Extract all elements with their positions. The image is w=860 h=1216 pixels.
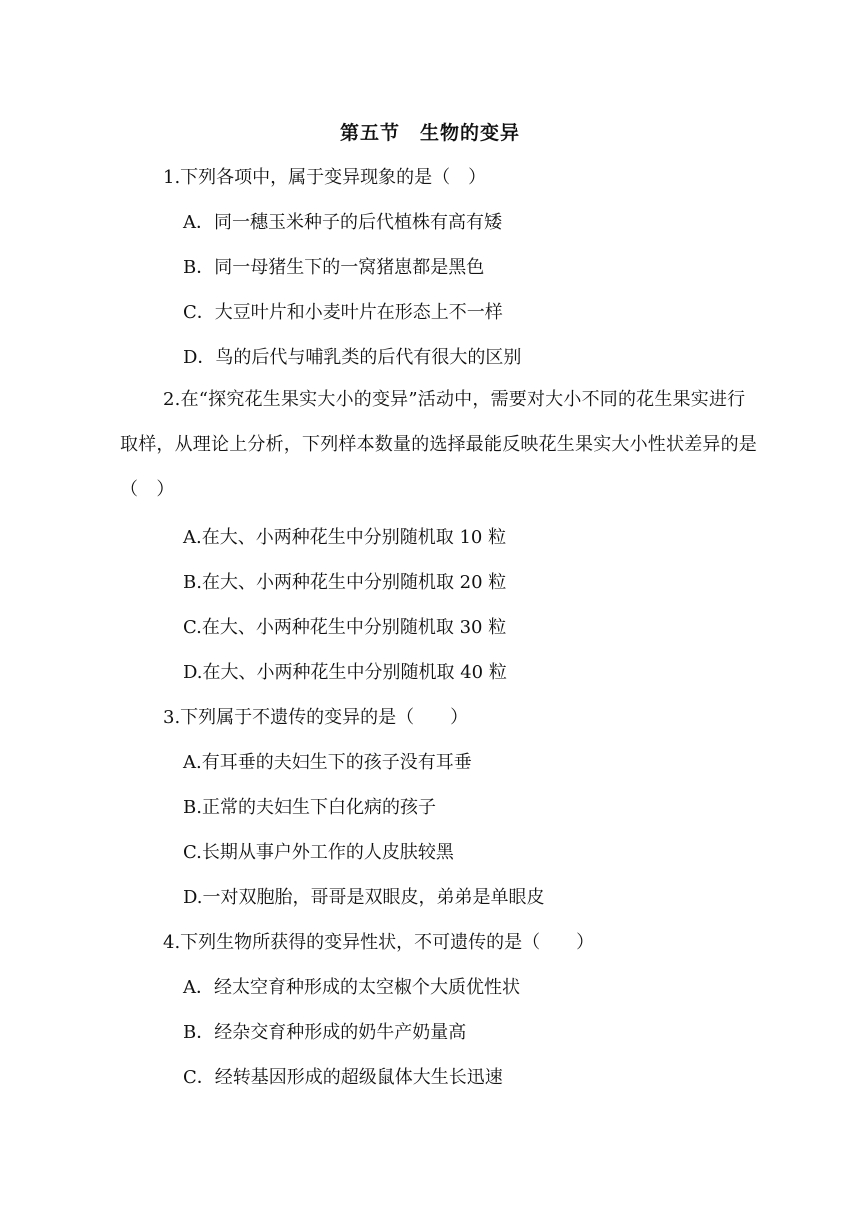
question-3-option-b: B.正常的夫妇生下白化病的孩子 [183,797,436,818]
question-1-option-d: D．鸟的后代与哺乳类的后代有很大的区别 [183,347,522,368]
question-2-option-d: D.在大、小两种花生中分别随机取 40 粒 [183,662,507,683]
question-3-option-d: D.一对双胞胎，哥哥是双眼皮，弟弟是单眼皮 [183,887,545,908]
question-2-option-c: C.在大、小两种花生中分别随机取 30 粒 [183,617,507,638]
question-1-stem: 1.下列各项中，属于变异现象的是（ ） [163,167,487,188]
question-1-option-b: B．同一母猪生下的一窝猪崽都是黑色 [183,257,485,278]
question-1-option-a: A．同一穗玉米种子的后代植株有高有矮 [183,212,502,233]
section-title: 第五节 生物的变异 [339,122,520,144]
question-4-stem: 4.下列生物所获得的变异性状，不可遗传的是（ ） [163,932,595,953]
question-3-option-a: A.有耳垂的夫妇生下的孩子没有耳垂 [183,752,472,773]
question-2-option-a: A.在大、小两种花生中分别随机取 10 粒 [183,527,507,548]
question-2-option-b: B.在大、小两种花生中分别随机取 20 粒 [183,572,507,593]
question-1-option-c: C．大豆叶片和小麦叶片在形态上不一样 [183,302,503,323]
question-4-option-c: C．经转基因形成的超级鼠体大生长迅速 [183,1067,503,1088]
question-3-stem: 3.下列属于不遗传的变异的是（ ） [163,707,469,728]
question-4-option-a: A．经太空育种形成的太空椒个大质优性状 [183,977,520,998]
question-2-stem: 2.在“探究花生果实大小的变异”活动中，需要对大小不同的花生果实进行取样，从理论上分析，下列样本数量的选择最能反映花生果实大小性状差异的是（ ） [120,389,757,500]
question-3-option-c: C.长期从事户外工作的人皮肤较黑 [183,842,454,863]
question-4-option-b: B．经杂交育种形成的奶牛产奶量高 [183,1022,467,1043]
